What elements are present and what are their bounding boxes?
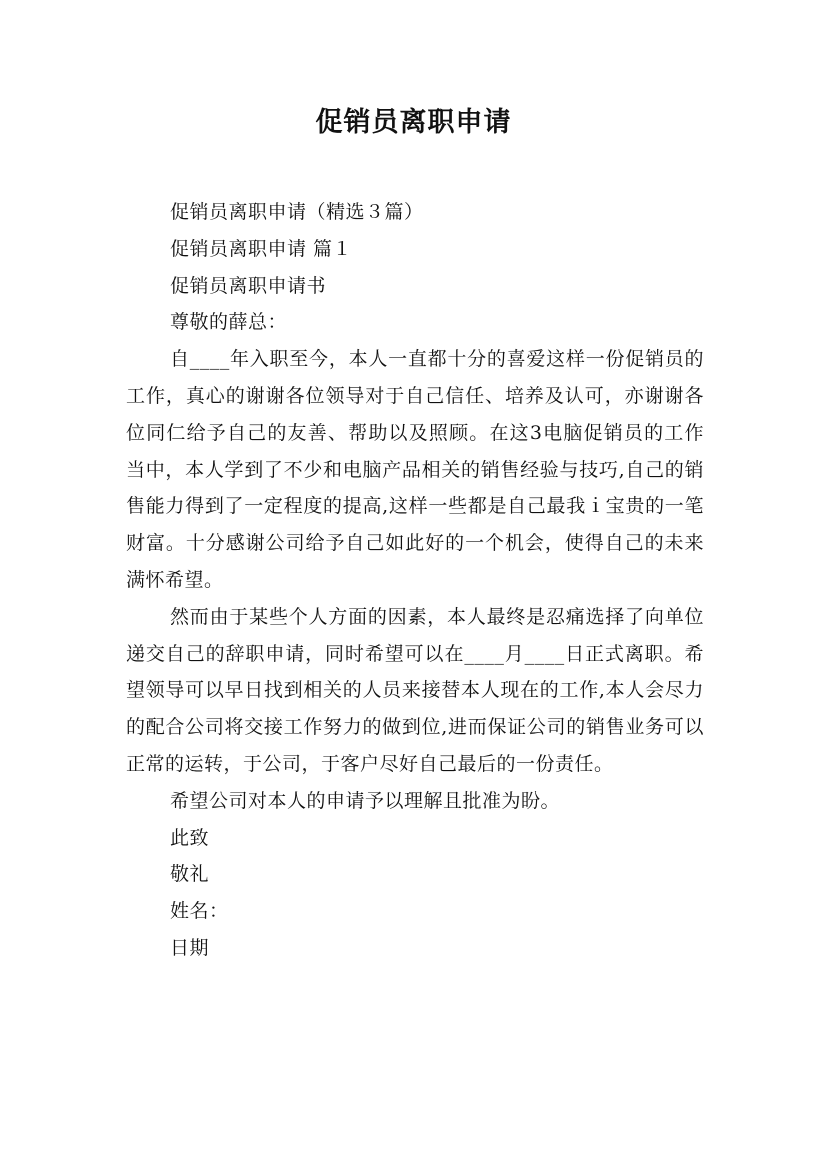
section-heading: 促销员离职申请 篇１ [170,237,353,260]
body-paragraph-1: 自____年入职至今，本人一直都十分的喜爱这样一份促销员的工作，真心的谢谢各位领导对于自己信任、培养及认可，亦谢谢各位同仁给予自己的友善、帮助以及照顾。在这3电脑促销员的工作当中，本人学到了不少和电脑产品相关的销售经验与技巧,自己的销售能力得到了一定程度的提高,这样一些都是自己最我ｉ宝贵的一笔财富。十分感谢公司给予自己如此好的一个机会，使得自己的未来满怀希望。 [126,348,704,591]
document-subtitle: 促销员离职申请（精选３篇） [170,201,424,223]
date-label: 日期 [170,936,210,959]
closing-line-2: 敬礼 [170,863,210,886]
closing-line-1: 此致 [170,826,210,849]
document-body [126,194,704,967]
letter-heading: 促销员离职申请书 [170,274,327,297]
body-paragraph-3: 希望公司对本人的申请予以理解且批准为盼。 [170,789,561,812]
body-paragraph-2: 然而由于某些个人方面的因素，本人最终是忍痛选择了向单位递交自己的辞职申请，同时希望可以在____月____日正式离职。希望领导可以早日找到相关的人员来接替本人现在的工作,本人会尽力的配合公司将交接工作努力的做到位,进而保证公司的销售业务可以正常的运转，于公司，于客户尽好自己最后的一份责任。 [126,605,704,775]
salutation: 尊敬的薛总： [170,311,288,334]
page-title: 促销员离职申请 [315,107,512,138]
name-label: 姓名： [170,900,229,923]
